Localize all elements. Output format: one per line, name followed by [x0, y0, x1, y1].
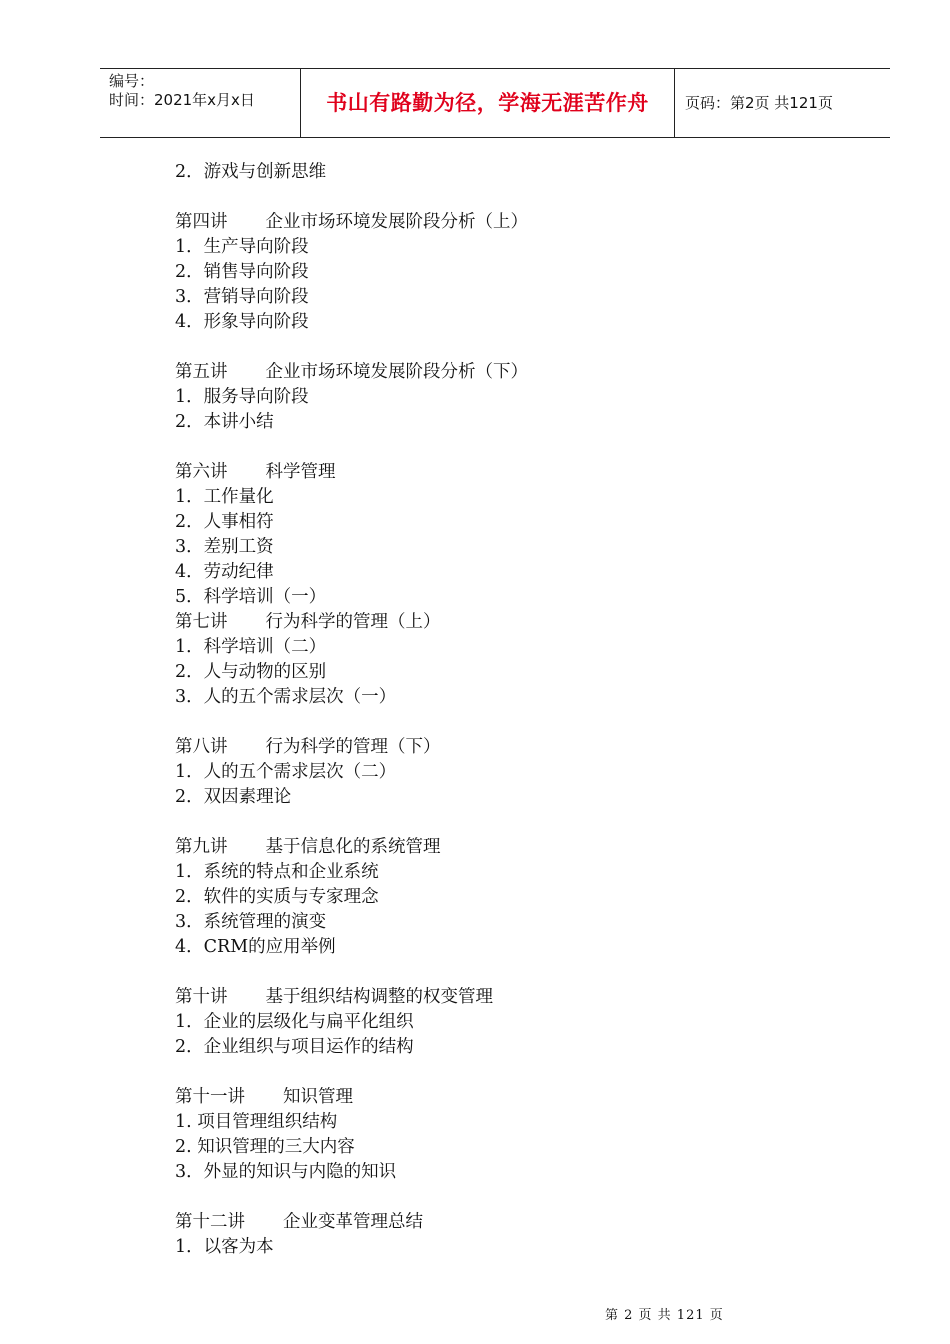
list-item: 2．人与动物的区别: [175, 662, 327, 682]
lecture-title: 知识管理: [283, 1087, 353, 1107]
header-meta: [100, 69, 301, 137]
list-item: 1．工作量化: [175, 487, 274, 507]
list-item: 2．人事相符: [175, 512, 274, 532]
lecture-heading: [175, 1085, 855, 1110]
lecture-heading: [175, 735, 855, 760]
list-item: 2．双因素理论: [175, 787, 292, 807]
page-header: [100, 68, 890, 138]
lecture-title: 企业市场环境发展阶段分析（下）: [265, 362, 528, 382]
list-item: 2. 知识管理的三大内容: [175, 1137, 355, 1157]
lecture-heading: [175, 985, 855, 1010]
lecture-title: 科学管理: [265, 462, 336, 482]
list-item: 1．企业的层级化与扁平化组织: [175, 1012, 414, 1032]
list-item: 3．人的五个需求层次（一）: [175, 687, 397, 707]
document-body: [175, 160, 855, 1260]
page-footer: 第 2 页 共 121 页: [605, 1308, 724, 1323]
lecture-heading: [175, 835, 855, 860]
header-motto: 书山有路勤为径，学海无涯苦作舟: [301, 69, 675, 137]
time-label: 时间：2021年x月x日: [109, 91, 255, 109]
lecture-title: 基于信息化的系统管理: [265, 837, 441, 857]
list-item: 4．劳动纪律: [175, 562, 274, 582]
lecture-number: 第十讲: [175, 987, 228, 1007]
lecture-title: 行为科学的管理（下）: [265, 737, 441, 757]
list-item: 3．外显的知识与内隐的知识: [175, 1162, 397, 1182]
list-item: 4．形象导向阶段: [175, 312, 309, 332]
list-item: 1．科学培训（二）: [175, 637, 327, 657]
lecture-heading: [175, 210, 855, 235]
list-item: 5．科学培训（一）: [175, 587, 327, 607]
lecture-heading: [175, 360, 855, 385]
lecture-number: 第四讲: [175, 212, 228, 232]
list-item: 2．本讲小结: [175, 412, 274, 432]
lecture-heading: [175, 460, 855, 485]
list-item: 4．CRM的应用举例: [175, 937, 336, 957]
list-item: 3．系统管理的演变: [175, 912, 327, 932]
lecture-number: 第十二讲: [175, 1212, 245, 1232]
lecture-title: 行为科学的管理（上）: [265, 612, 441, 632]
list-item: 1．系统的特点和企业系统: [175, 862, 379, 882]
list-item: 1．以客为本: [175, 1237, 274, 1257]
lecture-title: 企业变革管理总结: [283, 1212, 423, 1232]
lecture-number: 第七讲: [175, 612, 228, 632]
list-item: 3．营销导向阶段: [175, 287, 309, 307]
lecture-number: 第六讲: [175, 462, 228, 482]
list-item: 2．软件的实质与专家理念: [175, 887, 379, 907]
lecture-number: 第十一讲: [175, 1087, 245, 1107]
list-item: 2．销售导向阶段: [175, 262, 309, 282]
number-label: 编号：: [109, 72, 155, 90]
list-item: 1．服务导向阶段: [175, 387, 309, 407]
lecture-number: 第五讲: [175, 362, 228, 382]
lecture-heading: [175, 1210, 855, 1235]
lecture-heading: [175, 610, 855, 635]
list-item: 3．差别工资: [175, 537, 274, 557]
list-item: 2．企业组织与项目运作的结构: [175, 1037, 414, 1057]
header-page-info: 页码：第2页 共121页: [685, 94, 833, 112]
lecture-title: 基于组织结构调整的权变管理: [265, 987, 493, 1007]
list-item: 2．游戏与创新思维: [175, 162, 327, 182]
list-item: 1．人的五个需求层次（二）: [175, 762, 397, 782]
lecture-number: 第八讲: [175, 737, 228, 757]
lecture-title: 企业市场环境发展阶段分析（上）: [265, 212, 528, 232]
list-item: 1. 项目管理组织结构: [175, 1112, 338, 1132]
lecture-number: 第九讲: [175, 837, 228, 857]
list-item: 1．生产导向阶段: [175, 237, 309, 257]
